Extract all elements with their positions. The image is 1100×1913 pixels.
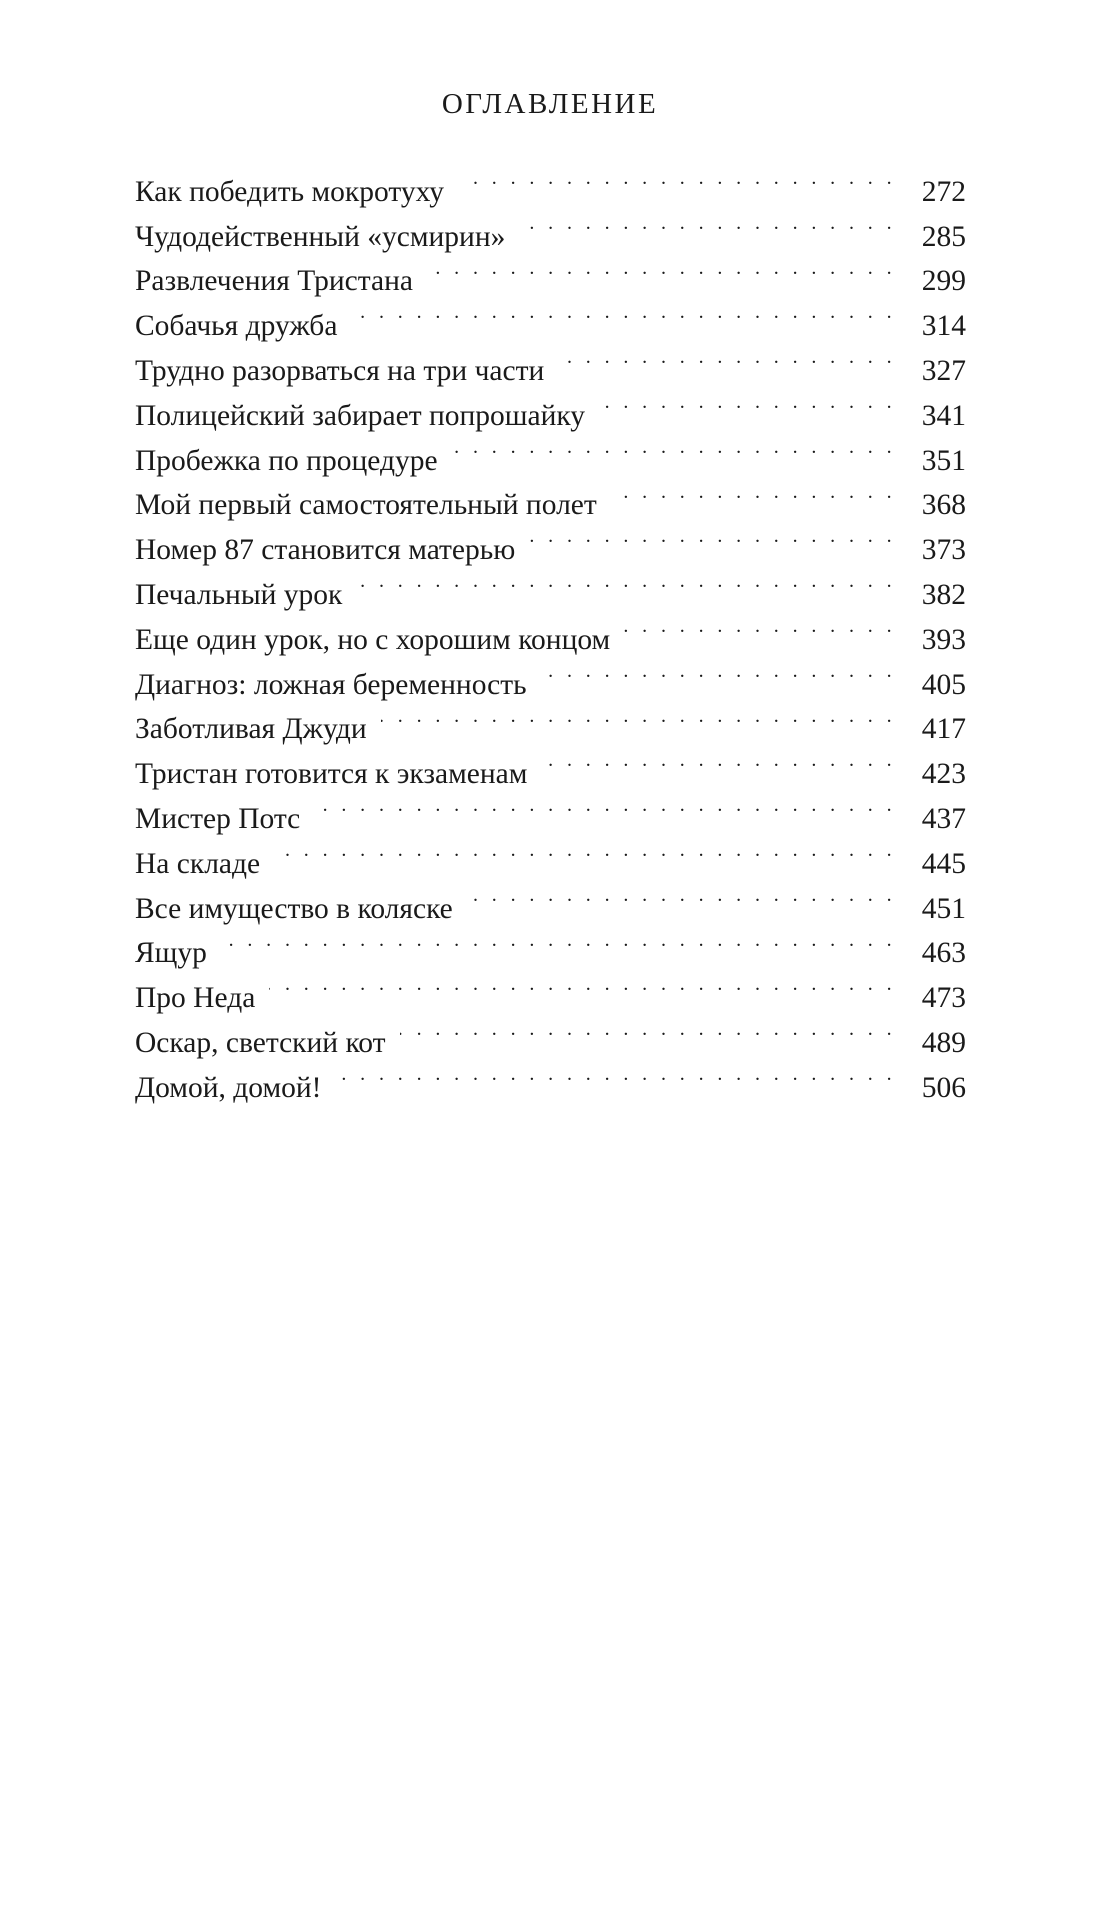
toc-entry-title: Собачья дружба bbox=[135, 310, 338, 343]
dot-leader bbox=[274, 828, 896, 873]
toc-entry-title: Полицейский забирает попрошайку bbox=[135, 399, 586, 432]
dot-leader bbox=[427, 246, 896, 291]
toc-entry-page: 423 bbox=[921, 758, 966, 791]
toc-list bbox=[135, 156, 966, 1104]
toc-entry-page: 473 bbox=[921, 982, 966, 1015]
toc-entry-title: Ящур bbox=[135, 937, 207, 970]
dot-leader bbox=[336, 1052, 897, 1097]
toc-entry-page: 451 bbox=[921, 892, 966, 925]
toc-entry-page: 327 bbox=[921, 354, 966, 387]
toc-entry-page: 437 bbox=[921, 802, 966, 835]
toc-entry[interactable] bbox=[135, 156, 966, 208]
toc-entry-page: 373 bbox=[921, 534, 966, 567]
toc-title: ОГЛАВЛЕНИЕ bbox=[441, 88, 659, 120]
toc-entry-title: Еще один урок, но с хорошим концом bbox=[135, 623, 611, 656]
toc-entry-page: 445 bbox=[921, 847, 966, 880]
toc-entry-title: Тристан готовится к экзаменам bbox=[135, 758, 528, 791]
dot-leader bbox=[452, 425, 896, 470]
toc-entry-page: 506 bbox=[921, 1071, 966, 1104]
toc-entry-page: 405 bbox=[921, 668, 966, 701]
toc-entry-title: Оскар, светский кот bbox=[135, 1026, 386, 1059]
toc-entry-page: 463 bbox=[921, 937, 966, 970]
toc-entry-page: 489 bbox=[921, 1026, 966, 1059]
toc-entry-title: Диагноз: ложная беременность bbox=[135, 668, 527, 701]
dot-leader bbox=[351, 290, 896, 335]
toc-entry-title: Развлечения Тристана bbox=[135, 265, 413, 298]
toc-entry-page: 285 bbox=[921, 220, 966, 253]
dot-leader bbox=[314, 783, 896, 828]
toc-entry-title: На складе bbox=[135, 847, 261, 880]
dot-leader bbox=[458, 156, 896, 201]
toc-entry-title: Чудодейственный «усмирин» bbox=[135, 220, 506, 253]
toc-entry-page: 393 bbox=[921, 623, 966, 656]
dot-leader bbox=[221, 918, 896, 963]
toc-entry-page: 417 bbox=[921, 713, 966, 746]
dot-leader bbox=[356, 559, 896, 604]
toc-entry-title: Домой, домой! bbox=[135, 1071, 322, 1104]
toc-entry-page: 341 bbox=[921, 399, 966, 432]
dot-leader bbox=[599, 380, 896, 425]
toc-entry-title: Печальный урок bbox=[135, 578, 343, 611]
toc-entry[interactable] bbox=[135, 1007, 966, 1059]
toc-entry-page: 314 bbox=[921, 310, 966, 343]
toc-entry-title: Заботливая Джуди bbox=[135, 713, 367, 746]
dot-leader bbox=[519, 201, 896, 246]
toc-entry-title: Про Неда bbox=[135, 982, 256, 1015]
dot-leader bbox=[381, 694, 896, 739]
dot-leader bbox=[541, 649, 896, 694]
dot-leader bbox=[558, 335, 896, 380]
toc-entry-page: 299 bbox=[921, 265, 966, 298]
toc-entry-page: 351 bbox=[921, 444, 966, 477]
dot-leader bbox=[624, 604, 896, 649]
toc-entry-title: Пробежка по процедуре bbox=[135, 444, 438, 477]
dot-leader bbox=[269, 962, 896, 1007]
toc-entry-title: Номер 87 становится матерью bbox=[135, 534, 516, 567]
dot-leader bbox=[541, 738, 896, 783]
toc-entry-title: Мой первый самостоятельный полет bbox=[135, 489, 597, 522]
toc-entry[interactable] bbox=[135, 962, 966, 1015]
toc-entry-title: Все имущество в коляске bbox=[135, 892, 453, 925]
dot-leader bbox=[400, 1007, 896, 1052]
toc-entry-page: 368 bbox=[921, 489, 966, 522]
dot-leader bbox=[611, 470, 896, 515]
dot-leader bbox=[529, 514, 896, 559]
toc-entry-page: 382 bbox=[921, 578, 966, 611]
toc-entry[interactable] bbox=[135, 918, 966, 970]
toc-entry-title: Как победить мокротуху bbox=[135, 175, 444, 208]
toc-entry-title: Трудно разорваться на три части bbox=[135, 354, 545, 387]
dot-leader bbox=[467, 873, 896, 918]
toc-entry-title: Мистер Потс bbox=[135, 802, 301, 835]
toc-entry-page: 272 bbox=[921, 175, 966, 208]
